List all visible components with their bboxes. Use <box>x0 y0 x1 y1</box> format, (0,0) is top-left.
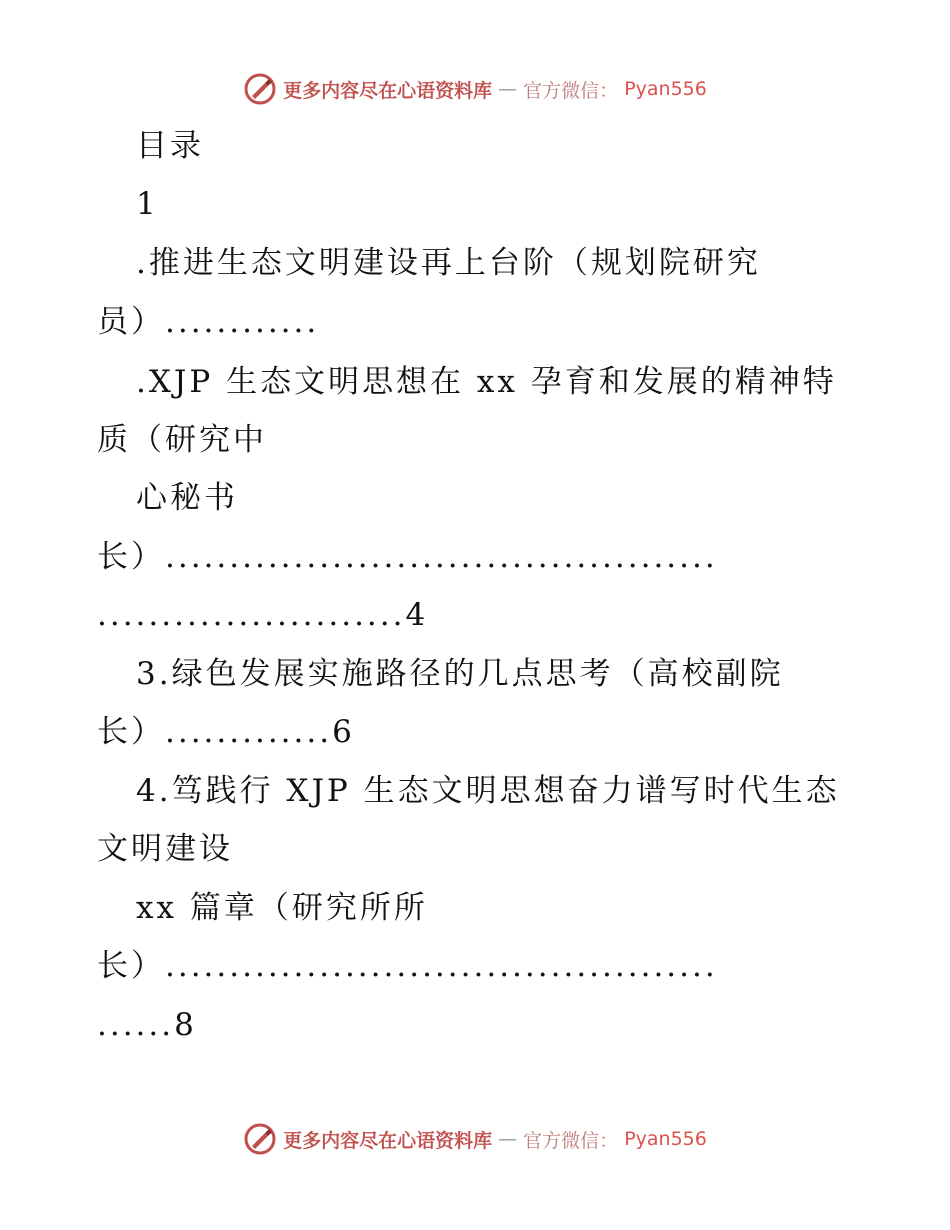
toc-line: 质（研究中 <box>97 422 267 458</box>
toc-line: 长）........................................... <box>97 948 718 984</box>
watermark-brand: 更多内容尽在心语资料库 <box>283 1129 493 1152</box>
toc-heading: 目录 <box>136 128 204 164</box>
watermark-contact-label: 官方微信： <box>523 1129 619 1152</box>
toc-line: 文明建设 <box>97 831 233 867</box>
toc-line: xx 篇章（研究所所 <box>136 890 428 926</box>
toc-line: ......8 <box>97 1007 197 1043</box>
toc-line: 心秘书 <box>136 480 238 516</box>
toc-line: ........................4 <box>97 597 429 633</box>
pen-logo-icon <box>243 1122 277 1156</box>
toc-line: .XJP 生态文明思想在 xx 孕育和发展的精神特 <box>136 364 837 400</box>
toc-line: 长）.............6 <box>97 714 355 750</box>
toc-line: 3.绿色发展实施路径的几点思考（高校副院 <box>136 656 784 692</box>
watermark-wechat-id: Pyan556 <box>624 1128 707 1150</box>
watermark-separator: — <box>498 1128 518 1150</box>
toc-line: .推进生态文明建设再上台阶（规划院研究 <box>136 245 761 281</box>
watermark-brand: 更多内容尽在心语资料库 <box>283 79 493 102</box>
toc-line: 1 <box>136 186 159 222</box>
watermark-separator: — <box>498 78 518 100</box>
toc-line: 长）........................................... <box>97 539 718 575</box>
watermark-wechat-id: Pyan556 <box>624 78 707 100</box>
toc-line: 4.笃践行 XJP 生态文明思想奋力谱写时代生态 <box>136 773 840 809</box>
footer-watermark <box>0 1122 950 1156</box>
toc-line: 员）............ <box>97 304 320 340</box>
watermark-contact-label: 官方微信： <box>523 79 619 102</box>
